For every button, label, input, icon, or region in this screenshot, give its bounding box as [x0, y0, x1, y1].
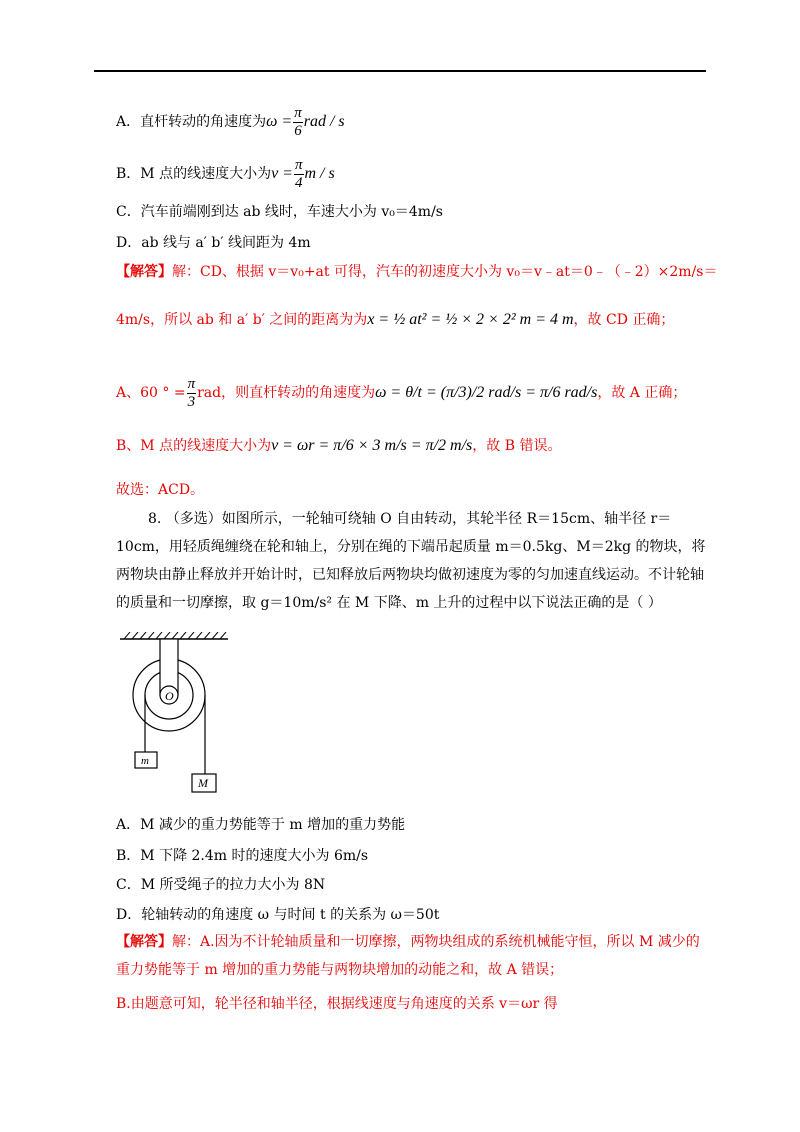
linear-velocity-formula: v = ωr = π/6 × 3 m/s = π/2 m/s: [271, 437, 473, 454]
distance-formula: x = ½ at² = ½ × 2 × 2² m = 4 m: [367, 311, 574, 328]
answer-prev-line2: [116, 312, 674, 328]
answer-8-part-a: [116, 928, 706, 984]
option-a-den: 6: [294, 122, 302, 139]
answer-line4-prefix: B、M 点的线速度大小为: [116, 438, 272, 454]
option-a-prev: [116, 105, 345, 139]
option-b-fraction: [294, 157, 304, 191]
option-b-num: π: [294, 157, 303, 173]
question-8-stem: 8. （多选）如图所示，一轮轴可绕轴 O 自由转动，其轮半径 R＝15cm、轴半径 r＝10cm，用轻质绳缠绕在轮和轴上，分别在绳的下端吊起质量 m＝0.5kg、M＝2kg 的物块，将两物块由静止释放并开始计时，已知释放后两物块均做初速度为零的匀加速直线运动。不计轮轴的质量和一切摩擦，取 g＝10m/s² 在 M 下降、m 上升的过程中以下说法正确的是（ ）: [116, 511, 706, 611]
q8-option-b: B．M 下降 2.4m 时的速度大小为 6m/s: [116, 848, 369, 864]
answer-line3-prefix: A、60 ° =: [116, 385, 186, 401]
option-b-den: 4: [294, 174, 303, 191]
option-d-prev: D．ab 线与 a′ b′ 线间距为 4m: [116, 235, 311, 251]
block-m-label: m: [141, 755, 149, 767]
option-b-text: B．M 点的线速度大小为: [116, 166, 272, 182]
option-a-fraction: [293, 105, 303, 139]
q8-option-d: D．轮轴转动的角速度 ω 与时间 t 的关系为 ω＝50t: [116, 907, 440, 923]
q8-option-a: A．M 减少的重力势能等于 m 增加的重力势能: [116, 817, 406, 833]
option-c-prev: C．汽车前端刚到达 ab 线时，车速大小为 v₀＝4m/s: [116, 204, 443, 220]
answer-prev-choice: 故选：ACD。: [116, 482, 205, 498]
option-b-lhs: v =: [271, 165, 293, 182]
header-rule: [94, 70, 706, 72]
answer-8-part-b: B.由题意可知，轮半径和轴半径，根据线速度与角速度的关系 v＝ωr 得: [116, 996, 558, 1012]
q8-option-c: C．M 所受绳子的拉力大小为 8N: [116, 877, 326, 893]
option-b-unit: m / s: [304, 165, 335, 182]
pi-over-3-fraction: $\frac{\pi}{3}$: [187, 376, 196, 410]
answer-8-part-a-text: 解：A.因为不计轮轴质量和一切摩擦，两物块组成的系统机械能守恒，所以 M 减少的重力势能等于 m 增加的重力势能与两物块增加的动能之和，故 A 错误；: [116, 934, 700, 978]
option-a-unit: rad / s: [303, 113, 345, 130]
axis-label: O: [165, 689, 174, 703]
answer-tag: 【解答】: [116, 264, 172, 280]
answer-line3-mid: rad，则直杆转动的角速度为: [197, 385, 376, 401]
option-a-num: π: [294, 105, 302, 121]
answer-line3-suffix: ，故 A 正确；: [597, 385, 687, 401]
answer-line2-suffix: ，故 CD 正确；: [573, 312, 675, 328]
ceiling-hatching: [124, 632, 226, 639]
answer-line4-suffix: ，故 B 错误。: [472, 438, 562, 454]
answer-line1-text: 解：CD、根据 v＝v₀+at 可得，汽车的初速度大小为 v₀＝v﹣at＝0﹣（﹣2）×2m/s＝: [172, 264, 718, 280]
angular-velocity-formula: ω = θ/t = (π/3)/2 rad/s = π/6 rad/s: [375, 384, 598, 401]
block-M-label: M: [198, 776, 208, 790]
option-b-prev: [116, 157, 335, 191]
answer-line2-prefix: 4m/s，所以 ab 和 a′ b′ 之间的距离为为: [116, 312, 368, 328]
wheel-axle-figure: [120, 632, 230, 801]
option-a-text: A．直杆转动的角速度为: [116, 114, 267, 130]
option-a-lhs: ω =: [266, 113, 293, 130]
wheel-axle-diagram: [120, 632, 230, 797]
answer-prev-line4: [116, 438, 561, 454]
answer-prev-line3: [116, 376, 686, 410]
answer-prev-line1: [116, 265, 717, 279]
answer-8-tag: 【解答】: [116, 934, 172, 950]
